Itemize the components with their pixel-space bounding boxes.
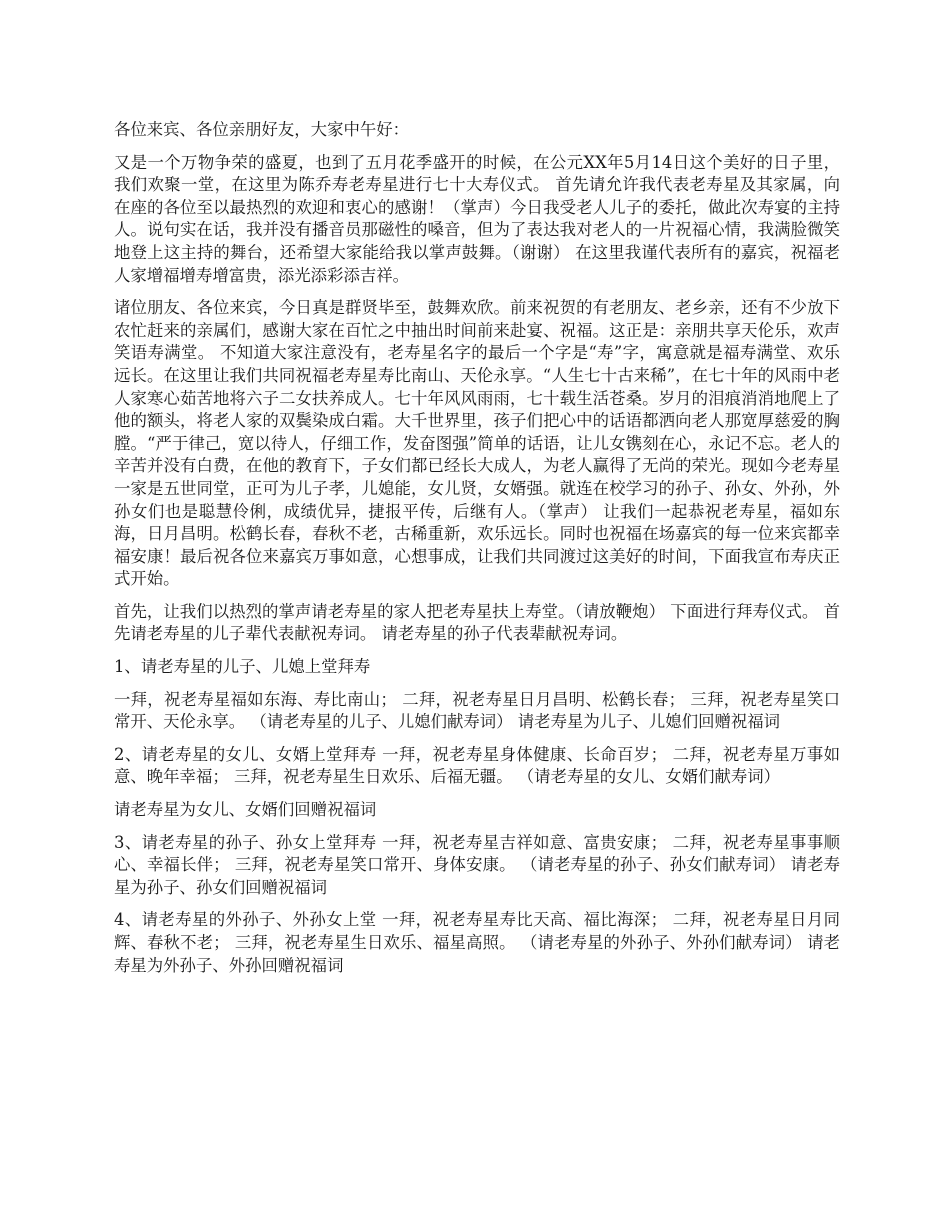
- section-2-closing: 请老寿星为女儿、女婿们回赠祝福词: [114, 800, 377, 820]
- section-2-paragraph: 2、请老寿星的女儿、女婿上堂拜寿 一拜，祝老寿星身体健康、长命百岁； 二拜，祝老寿星万事如意、晚年幸福； 三拜，祝老寿星生日欢乐、后福无疆。 （请老寿星的女儿、女婿们献寿词）: [114, 744, 840, 787]
- opening-paragraph: 又是一个万物争荣的盛夏，也到了五月花季盛开的时候，在公元XX年5月14日这个美好的日子里，我们欢聚一堂，在这里为陈乔寿老寿星进行七十大寿仪式。 首先请允许我代表老寿星及其家属，向在座的各位至以最热烈的欢迎和衷心的感谢！（掌声）今日我受老人儿子的委托，做此次寿宴的主持人。说句实在话，我并没有播音员那磁性的嗓音，但为了表达我对老人的一片祝福心情，我满脸微笑地登上这主持的舞台，还希望大家能给我以掌声鼓舞。（谢谢） 在这里我谨代表所有的嘉宾，祝福老人家增福增寿增富贵，添光添彩添吉祥。: [114, 152, 840, 285]
- section-1-heading: 1、请老寿星的儿子、儿媳上堂拜寿: [114, 657, 371, 677]
- greeting-paragraph: 各位来宾、各位亲朋好友，大家中午好：: [114, 120, 410, 139]
- ceremony-intro-paragraph: 首先，让我们以热烈的掌声请老寿星的家人把老寿星扶上寿堂。（请放鞭炮） 下面进行拜寿仪式。 首先请老寿星的儿子辈代表献祝寿词。 请老寿星的孙子代表辈献祝寿词。: [114, 601, 840, 644]
- document-body: [114, 119, 840, 987]
- section-4-paragraph: 4、请老寿星的外孙子、外孙女上堂 一拜，祝老寿星寿比天高、福比海深； 二拜，祝老寿星日月同辉、春秋不老； 三拜，祝老寿星生日欢乐、福星高照。 （请老寿星的外孙子、外孙们献寿词） 请老寿星为外孙子、外孙回赠祝福词: [114, 910, 840, 975]
- section-3-paragraph: 3、请老寿星的孙子、孙女上堂拜寿 一拜，祝老寿星吉祥如意、富贵安康； 二拜，祝老寿星事事顺心、幸福长伴； 三拜，祝老寿星笑口常开、身体安康。 （请老寿星的孙子、孙女们献寿词） 请老寿星为孙子、孙女们回赠祝福词: [114, 832, 840, 897]
- main-speech-paragraph: 诸位朋友、各位来宾，今日真是群贤毕至，鼓舞欢欣。前来祝贺的有老朋友、老乡亲，还有不少放下农忙赶来的亲属们，感谢大家在百忙之中抽出时间前来赴宴、祝福。这正是：亲朋共享天伦乐，欢声笑语寿满堂。 不知道大家注意没有，老寿星名字的最后一个字是“寿”字，寓意就是福寿满堂、欢乐远长。在这里让我们共同祝福老寿星寿比南山、天伦永享。“人生七十古来稀”，在七十年的风雨中老人家寒心茹苦地将六子二女扶养成人。七十年风风雨雨，七十载生活苍桑。岁月的泪痕消消地爬上了他的额头，将老人家的双鬓染成白霜。大千世界里，孩子们把心中的话语都洒向老人那宽厚慈爱的胸膛。“严于律己，宽以待人，仔细工作，发奋图强”简单的话语，让儿女镌刻在心，永记不忘。老人的辛苦并没有白费，在他的教育下，子女们都已经长大成人，为老人赢得了无尚的荣光。现如今老寿星一家是五世同堂，正可为儿子孝，儿媳能，女儿贤，女婿强。就连在校学习的孙子、孙女、外孙，外孙女们也是聪慧伶俐，成绩优异，捷报平传，后继有人。（掌声） 让我们一起恭祝老寿星，福如东海，日月昌明。松鹤长春，春秋不老，古稀重新，欢乐远长。同时也祝福在场嘉宾的每一位来宾都幸福安康！最后祝各位来嘉宾万事如意，心想事成，让我们共同渡过这美好的时间，下面我宣布寿庆正式开始。: [114, 298, 840, 589]
- section-1-paragraph: 一拜，祝老寿星福如东海、寿比南山； 二拜，祝老寿星日月昌明、松鹤长春； 三拜，祝老寿星笑口常开、天伦永享。 （请老寿星的儿子、儿媳们献寿词） 请老寿星为儿子、儿媳们回赠祝福词: [114, 689, 840, 732]
